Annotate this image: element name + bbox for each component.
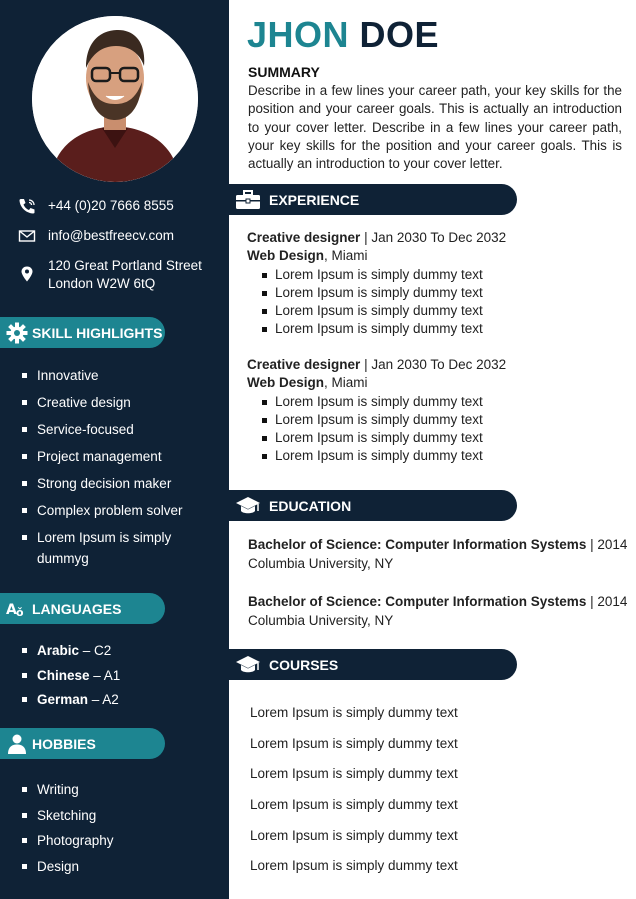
education-entry (248, 593, 627, 630)
summary-heading: SUMMARY (248, 64, 320, 80)
degree-line (248, 536, 627, 555)
hobbies-title: HOBBIES (32, 735, 96, 752)
degree-line (248, 593, 627, 612)
courses-title: COURSES (269, 656, 339, 673)
experience-title: EXPERIENCE (269, 191, 360, 208)
sidebar (0, 0, 229, 899)
location-pin-icon (18, 266, 36, 282)
school-name: Columbia University, NY (248, 555, 394, 571)
list-item: Lorem Ipsum is simply dummy text (261, 302, 506, 320)
languages-heading (0, 593, 165, 624)
language-name: Chinese (37, 667, 90, 683)
list-item (22, 666, 120, 686)
job-bullets (261, 393, 506, 466)
list-item: Photography (22, 831, 114, 851)
list-item: Lorem Ipsum is simply dummy text (261, 411, 506, 429)
list-item-line: Lorem Ipsum is simply (37, 530, 172, 545)
courses-heading (229, 649, 517, 680)
address-line-2: London W2W 6tQ (48, 276, 156, 291)
education-entry (248, 536, 627, 573)
phone-text: +44 (0)20 7666 8555 (48, 198, 174, 213)
job-header (247, 356, 506, 374)
list-item: Lorem Ipsum is simply dummy text (261, 284, 506, 302)
profile-photo (32, 16, 198, 182)
language-name: Arabic (37, 643, 80, 658)
first-name: JHON (247, 14, 350, 55)
list-item: Lorem Ipsum is simply dummy text (261, 320, 506, 338)
degree-year: | 2014 (586, 594, 628, 609)
briefcase-icon (235, 189, 261, 211)
summary-text: Describe in a few lines your career path, your key skills for the position and your career goals. This is actually an introduction to your cover letter. Describe in a few lines your career path, your key skills for the position and your career goals. This is actually an introduction to your cover letter. (248, 83, 622, 172)
skills-list (22, 366, 183, 569)
list-item: Innovative (22, 366, 183, 387)
list-item: Lorem Ipsum is simply dummy text (250, 705, 458, 720)
list-item: Lorem Ipsum is simply dummy text (261, 393, 506, 411)
list-item: Lorem Ipsum is simply dummy text (250, 858, 458, 874)
list-item: Lorem Ipsum is simply dummy text (250, 797, 458, 813)
job-dates: | Jan 2030 To Dec 2032 (360, 230, 507, 245)
degree-year: | 2014 (586, 537, 628, 552)
svg-text:ǒ: ǒ (16, 605, 24, 619)
list-item: Lorem Ipsum is simply dummy text (250, 766, 458, 782)
skills-title: SKILL HIGHLIGHTS (32, 324, 163, 341)
degree-name: Bachelor of Science: Computer Information Systems (248, 537, 587, 552)
list-item: Creative design (22, 393, 183, 414)
email-icon (18, 228, 36, 244)
experience-entry (247, 356, 506, 466)
job-dates: | Jan 2030 To Dec 2032 (360, 357, 507, 372)
portrait-image (32, 16, 198, 182)
list-item: Complex problem solver (22, 501, 183, 522)
school-name: Columbia University, NY (248, 612, 394, 628)
translate-icon (6, 598, 28, 620)
hobbies-heading (0, 728, 165, 759)
education-title: EDUCATION (269, 497, 352, 514)
job-bullets (261, 266, 506, 339)
list-item (22, 690, 120, 710)
list-item (22, 641, 120, 661)
language-level: – A2 (88, 692, 119, 707)
address-line-1: 120 Great Portland Street (48, 258, 202, 273)
experience-heading (229, 184, 517, 215)
svg-text:A: A (6, 601, 17, 618)
language-name: German (37, 692, 89, 707)
list-item: Service-focused (22, 420, 183, 441)
list-item: Lorem Ipsum is simply dummy text (261, 447, 506, 465)
graduation-cap-icon (235, 495, 261, 517)
job-role: Creative designer (247, 230, 361, 245)
hobbies-list (22, 780, 114, 882)
email-text[interactable]: info@bestfreecv.com (48, 228, 175, 243)
job-role: Creative designer (247, 357, 361, 372)
language-level: – A1 (89, 667, 121, 683)
education-heading (229, 490, 517, 521)
list-item: Sketching (22, 806, 114, 826)
list-item: Writing (22, 780, 114, 800)
address-text (48, 257, 202, 293)
languages-title: LANGUAGES (32, 600, 122, 617)
languages-list (22, 641, 120, 715)
graduation-cap-icon (235, 654, 261, 676)
list-item: Project management (22, 447, 183, 468)
phone-icon (18, 198, 36, 214)
gear-icon (6, 322, 28, 344)
job-header (247, 229, 506, 247)
company-name: Web Design (247, 375, 325, 391)
experience-entry (247, 229, 506, 339)
full-name (247, 14, 439, 56)
language-level: – C2 (79, 643, 112, 658)
list-item: Lorem Ipsum is simply dummy text (250, 827, 458, 843)
last-name: DOE (359, 14, 440, 55)
person-icon (6, 733, 28, 755)
list-item: Design (22, 857, 114, 877)
list-item-line: dummyg (37, 550, 89, 566)
degree-name: Bachelor of Science: Computer Information Systems (248, 594, 587, 609)
job-company (247, 374, 506, 392)
list-item: Lorem Ipsum is simply dummy text (250, 735, 458, 751)
list-item: Lorem Ipsum is simply dummy text (261, 429, 506, 447)
job-company (247, 247, 506, 265)
company-name: Web Design (247, 248, 325, 264)
courses-list (250, 704, 458, 888)
list-item: Lorem Ipsum is simply dummy text (261, 266, 506, 284)
list-item (22, 528, 183, 569)
list-item: Strong decision maker (22, 474, 183, 495)
skills-heading (0, 317, 165, 348)
company-location: , Miami (324, 248, 368, 264)
company-location: , Miami (324, 375, 368, 391)
